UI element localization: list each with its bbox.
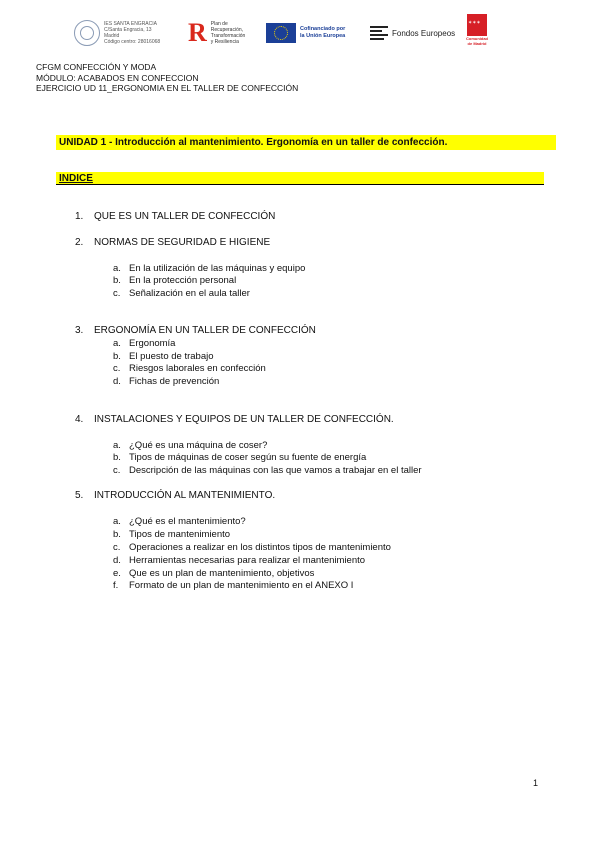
course-line: CFGM CONFECCIÓN Y MODA bbox=[36, 62, 157, 72]
toc-number: 4. bbox=[75, 414, 84, 425]
eu-line: Cofinanciado por bbox=[300, 26, 346, 32]
page-number: 1 bbox=[532, 778, 538, 788]
toc-letter: a. bbox=[113, 440, 121, 451]
school-text bbox=[104, 21, 160, 45]
recovery-plan-line: Recuperación, bbox=[210, 27, 244, 33]
school-line: Código centro: 28016068 bbox=[104, 39, 161, 45]
toc-label: INTRODUCCIÓN AL MANTENIMIENTO. bbox=[94, 490, 276, 501]
toc-label: ERGONOMÍA EN UN TALLER DE CONFECCIÓN bbox=[94, 325, 316, 336]
toc-subitem bbox=[113, 529, 230, 541]
eu-logo bbox=[266, 14, 345, 52]
toc-item bbox=[75, 490, 275, 502]
toc-letter: c. bbox=[113, 363, 121, 374]
toc-subitem bbox=[113, 351, 214, 363]
toc-sublabel: Fichas de prevención bbox=[129, 376, 220, 387]
toc-letter: c. bbox=[113, 542, 121, 553]
toc-subitem bbox=[113, 263, 305, 275]
toc-number: 2. bbox=[75, 237, 84, 248]
toc-sublabel: El puesto de trabajo bbox=[129, 351, 214, 362]
toc-sublabel: Operaciones a realizar en los distintos tipos de mantenimiento bbox=[129, 542, 391, 553]
comunidad-madrid-logo bbox=[466, 14, 488, 52]
toc-sublabel: Descripción de las máquinas con las que vamos a trabajar en el taller bbox=[129, 465, 422, 476]
toc-item bbox=[75, 211, 275, 223]
toc-sublabel: Riesgos laborales en confección bbox=[129, 363, 266, 374]
toc-subitem bbox=[113, 376, 219, 388]
school-emblem-icon bbox=[74, 20, 100, 46]
toc-letter: d. bbox=[113, 376, 121, 387]
toc-letter: b. bbox=[113, 529, 121, 540]
header-logos bbox=[70, 14, 560, 52]
toc-sublabel: Que es un plan de mantenimiento, objetivos bbox=[129, 568, 315, 579]
toc-subitem bbox=[113, 465, 422, 477]
toc-label: NORMAS DE SEGURIDAD E HIGIENE bbox=[94, 237, 271, 248]
toc-sublabel: ¿Qué es una máquina de coser? bbox=[129, 440, 268, 451]
school-line: Madrid bbox=[104, 33, 120, 39]
fondos-text: Fondos Europeos bbox=[392, 28, 456, 38]
fondos-europeos-logo bbox=[370, 14, 455, 52]
toc-item bbox=[75, 325, 316, 337]
recovery-plan-logo bbox=[188, 14, 245, 52]
toc-number: 1. bbox=[75, 211, 84, 222]
toc-subitem bbox=[113, 542, 391, 554]
toc-letter: f. bbox=[113, 580, 119, 591]
recovery-plan-line: Plan de bbox=[210, 21, 228, 27]
toc-subitem bbox=[113, 363, 266, 375]
toc-letter: c. bbox=[113, 465, 121, 476]
recovery-plan-line: y Resiliencia bbox=[210, 39, 239, 45]
toc-letter: b. bbox=[113, 452, 121, 463]
toc-letter: c. bbox=[113, 288, 121, 299]
toc-sublabel: Ergonomía bbox=[129, 338, 176, 349]
madrid-flag-icon bbox=[467, 14, 487, 36]
index-title: INDICE bbox=[56, 172, 544, 185]
school-logo bbox=[74, 14, 160, 52]
toc-sublabel: Tipos de máquinas de coser según su fuente de energía bbox=[129, 452, 367, 463]
toc-item bbox=[75, 414, 394, 426]
toc-sublabel: En la protección personal bbox=[129, 275, 237, 286]
toc-sublabel: Señalización en el aula taller bbox=[129, 288, 250, 299]
toc-letter: a. bbox=[113, 263, 121, 274]
toc-letter: b. bbox=[113, 351, 121, 362]
toc-item bbox=[75, 237, 270, 249]
eu-text bbox=[300, 26, 345, 40]
toc-sublabel: Formato de un plan de mantenimiento en el ANEXO I bbox=[129, 580, 354, 591]
toc-letter: a. bbox=[113, 516, 121, 527]
school-line: C/Santa Engracia, 13 bbox=[104, 27, 152, 33]
toc-subitem bbox=[113, 338, 175, 350]
toc-letter: a. bbox=[113, 338, 121, 349]
toc-subitem bbox=[113, 516, 246, 528]
recovery-plan-mark-icon: R bbox=[188, 18, 207, 47]
toc-letter: b. bbox=[113, 275, 121, 286]
toc-sublabel: ¿Qué es el mantenimiento? bbox=[129, 516, 246, 527]
module-line: MÓDULO: ACABADOS EN CONFECCION bbox=[36, 72, 199, 83]
toc-label: INSTALACIONES Y EQUIPOS DE UN TALLER DE CONFECCIÓN. bbox=[94, 414, 394, 425]
recovery-plan-line: Transformación bbox=[210, 33, 246, 39]
toc-label: QUE ES UN TALLER DE CONFECCIÓN bbox=[94, 211, 276, 222]
toc-subitem bbox=[113, 568, 314, 580]
cm-line: Comunidad bbox=[466, 36, 488, 41]
toc-number: 3. bbox=[75, 325, 84, 336]
eu-flag-icon bbox=[266, 23, 296, 43]
toc-sublabel: Tipos de mantenimiento bbox=[129, 529, 231, 540]
toc-subitem bbox=[113, 288, 250, 300]
toc-subitem bbox=[113, 275, 236, 287]
exercise-line: EJERCICIO UD 11_ERGONOMIA EN EL TALLER DE CONFECCIÓN bbox=[36, 83, 299, 93]
fondos-mark-icon bbox=[370, 25, 388, 41]
toc-sublabel: Herramientas necesarias para realizar el mantenimiento bbox=[129, 555, 366, 566]
toc-subitem bbox=[113, 555, 365, 567]
school-line: IES SANTA ENGRACIA bbox=[104, 21, 157, 27]
toc-letter: d. bbox=[113, 555, 121, 566]
cm-text bbox=[466, 36, 488, 46]
toc-number: 5. bbox=[75, 490, 84, 501]
toc-sublabel: En la utilización de las máquinas y equipo bbox=[129, 263, 306, 274]
recovery-plan-text bbox=[211, 21, 246, 45]
cm-line: de Madrid bbox=[467, 41, 487, 46]
course-info bbox=[36, 62, 298, 94]
unit-title: UNIDAD 1 - Introducción al mantenimiento. Ergonomía en un taller de confección. bbox=[56, 135, 556, 150]
toc-subitem bbox=[113, 580, 353, 592]
toc-subitem bbox=[113, 440, 267, 452]
eu-line: la Unión Europea bbox=[300, 33, 346, 39]
toc-letter: e. bbox=[113, 568, 121, 579]
toc-subitem bbox=[113, 452, 366, 464]
